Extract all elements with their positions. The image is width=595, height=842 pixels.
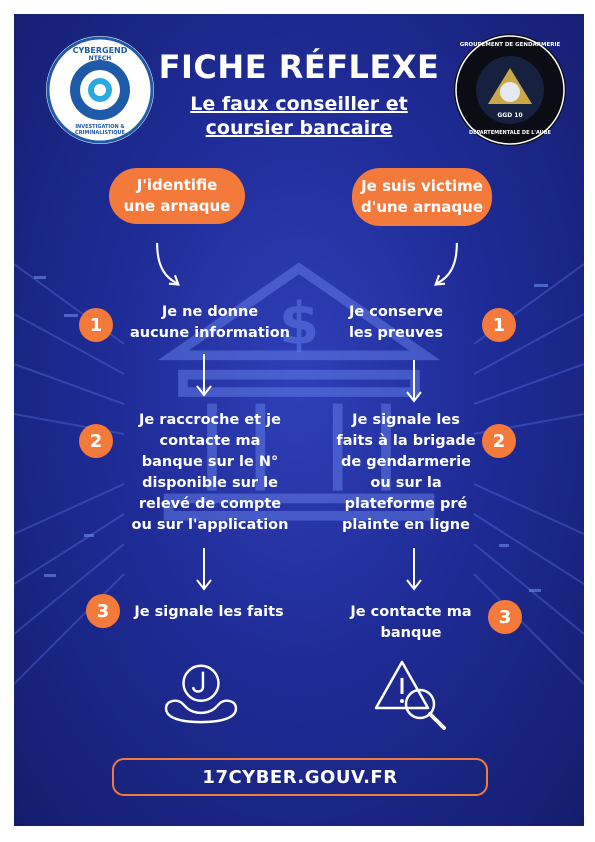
svg-text:$: $ [278,289,320,358]
right-down-arrow-icon [404,548,424,592]
left-step-2-line: Je raccroche et je [139,412,281,428]
right-step-2-line: faits à la brigade [336,433,476,449]
left-down-arrow-icon [194,354,214,398]
left-step-3-text [124,602,294,623]
right-step-2-line: plainte en ligne [342,517,470,533]
page-title: FICHE RÉFLEXE [158,48,440,86]
right-step-2-line: de gendarmerie [340,454,471,470]
warning-search-icon [372,654,452,734]
right-step-1-line: les preuves [348,325,444,341]
right-step-3-line: Je contacte ma [350,604,472,620]
right-step-1-line: Je conserve [348,304,444,320]
right-curved-arrow-icon [428,238,462,292]
right-step-2-number: 2 [482,424,516,458]
poster [14,14,584,826]
right-heading-line-2: d'une arnaque [361,198,483,216]
left-step-2-line: contacte ma [159,433,261,449]
left-curved-arrow-icon [152,238,186,292]
phone-hand-icon [162,658,240,726]
logo-right-bottom-text: DÉPARTEMENTALE DE L'AUBE [469,130,551,136]
right-step-2-text [330,410,482,536]
right-down-arrow-icon [404,360,424,404]
right-heading-pill [352,168,492,226]
left-step-3-line: Je signale les faits [134,604,284,620]
left-heading-line-1: J'identifie [136,176,218,194]
page-subtitle [164,92,434,140]
left-heading-pill [109,168,245,224]
subtitle-line-2: coursier bancaire [205,117,393,139]
logo-left-bottom-text: INVESTIGATION & CRIMINALISTIQUE [75,124,125,136]
left-step-1-text [118,302,302,344]
right-step-2-line: ou sur la [370,475,442,491]
left-step-2-line: relevé de compte [138,496,282,512]
right-step-3-text [342,602,480,644]
right-heading-line-1: Je suis victime [361,177,483,195]
cyber-url-link[interactable]: 17CYBER.GOUV.FR [112,758,488,796]
subtitle-line-1: Le faux conseiller et [190,93,408,115]
left-heading-line-2: une arnaque [123,197,231,215]
left-step-2-line: ou sur l'application [131,517,289,533]
right-step-3-line: banque [380,625,442,641]
left-step-1-line: aucune information [129,325,291,341]
left-step-2-line: banque sur le N° [141,454,279,470]
left-step-2-text [118,410,302,536]
left-down-arrow-icon [194,548,214,592]
right-step-2-line: plateforme pré [344,496,468,512]
left-step-2-line: disponible sur le [142,475,278,491]
right-step-1-number: 1 [482,308,516,342]
logo-left-top-text: CYBERGEND [72,46,128,55]
logo-right-top-text: GROUPEMENT DE GENDARMERIE [459,42,561,48]
logo-right-center-text: GGD 10 [497,112,523,119]
left-step-3-number: 3 [86,594,120,628]
right-step-2-line: Je signale les [352,412,460,428]
left-step-1-number: 1 [79,308,113,342]
right-step-3-number: 3 [488,600,522,634]
left-step-2-number: 2 [79,424,113,458]
left-step-1-line: Je ne donne [161,304,259,320]
right-step-1-text [318,302,474,344]
logo-left-sub-text: NTECH [88,55,112,62]
